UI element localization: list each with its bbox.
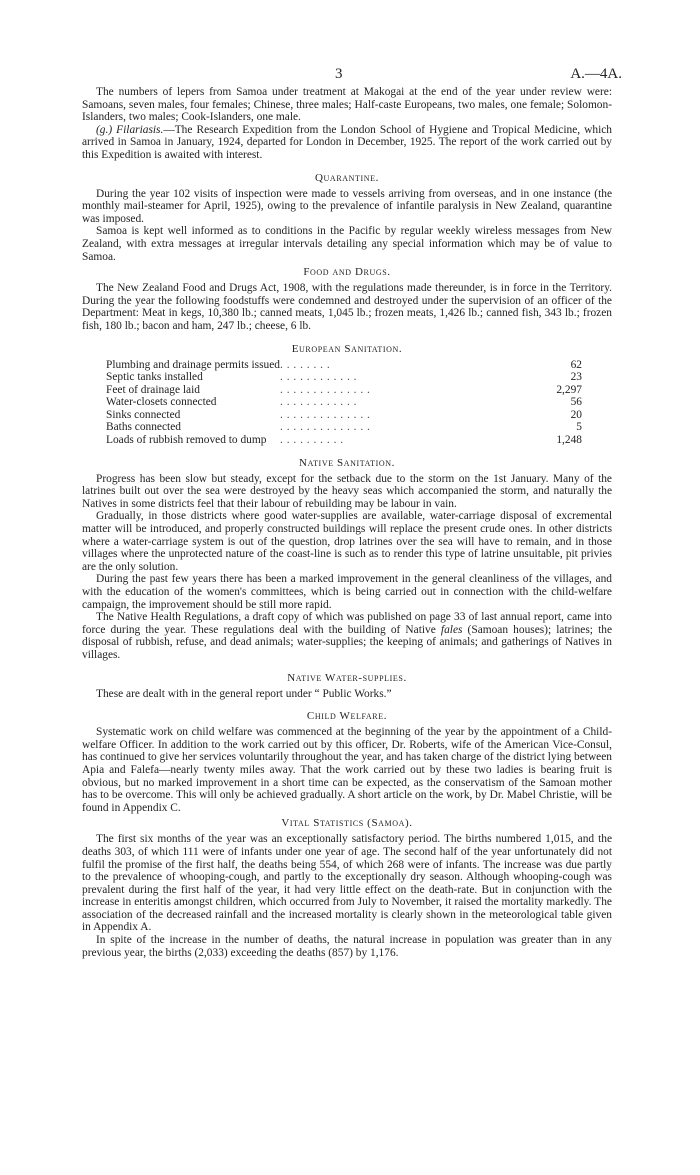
native-sanitation-paragraph-2: Gradually, in those districts where good water-supplies are available, water-carriage disposal of excremental matter will be introduced, and properly constructed buildings will replace the present crude ones. In other districts where a water-carriage system is out of the question, drop latrines over the sea will have to remain, and in those villages where the unprotected nature of the coast-line is such as to render this type of latrine unsuitable, pit privies are the only solution.	[82, 510, 612, 573]
vital-statistics-paragraph-1: The first six months of the year was an exceptionally satisfactory period. The births numbered 1,015, and the deaths 303, of which 111 were of infants under one year of age. The second half of the year unfortunately did not fulfil the promise of the first half, the deaths being 554, of which 268 were of infants. The increase was due partly to the prevalence of whooping-cough, and partly to the exceptionally dry season. Although whooping-cough was prevalent during the first half of the year, it had very little effect on the death-rate. But in conjunction with the increase in enteritis amongst children, which occurred from July to November, it raised the mortality markedly. The association of the decreased rainfall and the increased mortality is clearly shown in the meteorological table given in Appendix A.	[82, 833, 612, 934]
sanitation-value: 20	[570, 408, 582, 421]
leader-dots: . . . . . . . . . .	[280, 434, 344, 447]
page-header	[82, 66, 622, 86]
lepers-paragraph: The numbers of lepers from Samoa under treatment at Makogai at the end of the year under review were: Samoans, seven males, four females; Chinese, three males; Half-caste Europeans, two males, one female; Solomon-Islanders, two males; Cook-Islanders, one male.	[82, 86, 612, 124]
native-water-supplies-paragraph: These are dealt with in the general report under “ Public Works.”	[96, 687, 392, 700]
child-welfare-paragraph: Systematic work on child welfare was commenced at the beginning of the year by the appointment of a Child-welfare Officer. In addition to the work carried out by this officer, Dr. Roberts, wife of the American Vice-Consul, has continued to give her services voluntarily throughout the year, and has taken charge of the district lying between Apia and Falefa—nearly twenty miles away. That the work carried out by these two ladies is bearing fruit is obvious, but no marked improvement in a short time can be expected, as the conservatism of the Samoan mother has to be overcome. This will only be achieved gradually. A short article on the work, by Dr. Mabel Christie, will be found in Appendix C.	[82, 726, 612, 814]
sanitation-label: Septic tanks installed	[106, 371, 203, 384]
regulations-text-start: The Native Health Regulations, a draft copy of which was published on page 33 of last annual report, came into force during the year. These regulations deal with the building of Native	[82, 611, 612, 636]
sanitation-row	[106, 359, 582, 372]
document-reference: A.—4A.	[570, 66, 622, 82]
sanitation-row	[106, 396, 582, 409]
native-sanitation-paragraph-4	[82, 611, 612, 661]
sanitation-value: 5	[576, 421, 582, 434]
food-drugs-heading: Food and Drugs.	[303, 266, 391, 279]
sanitation-label: Baths connected	[106, 421, 181, 434]
sanitation-label: Sinks connected	[106, 408, 181, 421]
filariasis-label: (g.) Filariasis.	[96, 123, 164, 136]
sanitation-value: 23	[570, 371, 582, 384]
sanitation-row	[106, 409, 582, 422]
sanitation-value: 56	[570, 396, 582, 409]
leader-dots: . . . . . . . . . . . .	[280, 396, 357, 409]
sanitation-label: Water-closets connected	[106, 396, 217, 409]
leader-dots: . . . . . . . . . . . .	[280, 371, 357, 384]
native-water-supplies-heading: Native Water-supplies.	[287, 671, 407, 684]
native-sanitation-paragraph-1: Progress has been slow but steady, except for the setback due to the storm on the 1st January. Many of the latrines built out over the sea were destroyed by the heavy seas which accompanied the storm, and naturally the Natives in some districts feel that their labour of rebuilding may be labour in vain.	[82, 472, 612, 510]
document-page	[82, 66, 622, 959]
page-number: 3	[335, 66, 343, 82]
vital-statistics-paragraph-2: In spite of the increase in the number of deaths, the natural increase in population was greater than in any previous year, the births (2,033) exceeding the deaths (857) by 1,176.	[82, 934, 612, 959]
european-sanitation-heading: European Sanitation.	[291, 342, 403, 355]
sanitation-row	[106, 371, 582, 384]
native-sanitation-paragraph-3: During the past few years there has been a marked improvement in the general cleanliness of the villages, and with the education of the women's committees, which is being carried out in connection with the child-welfare campaign, the improvement should be still more rapid.	[82, 573, 612, 611]
fales-word: fales	[440, 623, 463, 636]
quarantine-paragraph-2: Samoa is kept well informed as to conditions in the Pacific by regular weekly wireless messages from New Zealand, with extra messages at irregular intervals detailing any special information which may be of value to Samoa.	[82, 225, 612, 263]
filariasis-text: —The Research Expedition from the London School of Hygiene and Tropical Medicine, which arrived in Samoa in January, 1924, departed for London in December, 1925. The report of the work carried out by this Expedition is awaited with interest.	[82, 123, 612, 161]
sanitation-row	[106, 384, 582, 397]
quarantine-heading: Quarantine.	[315, 171, 379, 184]
sanitation-row	[106, 421, 582, 434]
sanitation-table	[106, 359, 582, 447]
sanitation-row	[106, 434, 582, 447]
food-drugs-paragraph: The New Zealand Food and Drugs Act, 1908, with the regulations made thereunder, is in force in the Territory. During the year the following foodstuffs were condemned and destroyed under the supervision of an officer of the Department: Meat in kegs, 10,380 lb.; canned meats, 1,045 lb.; frozen meats, 1,426 lb.; canned fish, 343 lb.; frozen fish, 180 lb.; bacon and ham, 247 lb.; cheese, 6 lb.	[82, 282, 612, 332]
sanitation-label: Feet of drainage laid	[106, 383, 200, 396]
leader-dots: . . . . . . . .	[280, 358, 331, 371]
vital-statistics-heading: Vital Statistics (Samoa).	[281, 817, 413, 830]
sanitation-value: 1,248	[556, 434, 582, 447]
quarantine-paragraph-1: During the year 102 visits of inspection were made to vessels arriving from overseas, and in one instance (the monthly mail-steamer for April, 1925), owing to the prevalence of infantile paralysis in New Zealand, quarantine was imposed.	[82, 187, 612, 225]
sanitation-label: Plumbing and drainage permits issued	[106, 358, 280, 371]
sanitation-label: Loads of rubbish removed to dump	[106, 434, 267, 447]
filariasis-paragraph	[82, 124, 612, 162]
regulations-text-end: (Samoan houses); latrines; the disposal of rubbish, refuse, and dead animals; water-supplies; the keeping of animals; and gatherings of Natives in villages.	[82, 623, 612, 661]
sanitation-value: 2,297	[556, 383, 582, 396]
sanitation-value: 62	[570, 358, 582, 371]
native-sanitation-heading: Native Sanitation.	[299, 456, 395, 469]
child-welfare-heading: Child Welfare.	[306, 710, 388, 723]
leader-dots: . . . . . . . . . . . . . .	[280, 421, 371, 434]
leader-dots: . . . . . . . . . . . . . .	[280, 408, 371, 421]
leader-dots: . . . . . . . . . . . . . .	[280, 383, 371, 396]
